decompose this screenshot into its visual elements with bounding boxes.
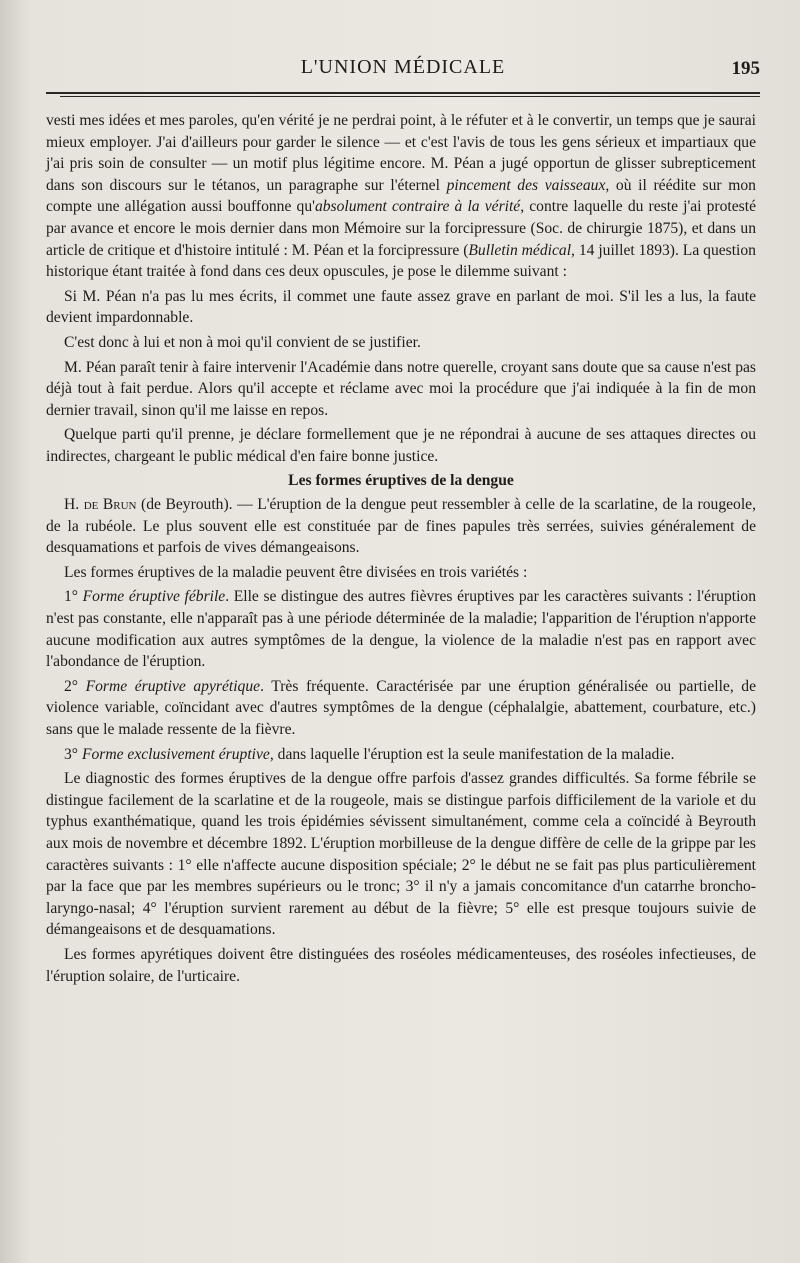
- text-span: C'est donc à lui et non à moi qu'il convient de se justifier.: [64, 333, 421, 351]
- text-span: vesti mes idées et mes paroles, qu'en vérité je ne perdrai point, à le réfuter et à le convertir, un temps que je saurai mieux employer. J'ai d'ailleurs pour garder le silence — et c'est l'avis de tous les gens sérieux et impartiaux que j'ai pris soin de consulter — un motif plus légitime encore. M. Péan a jugé opportun de glisser subrepticement dans son discours sur le tétanos, un paragraphe sur l'éternel: [46, 112, 756, 194]
- text-span: , dans laquelle l'éruption est la seule manifestation de la maladie.: [269, 745, 675, 763]
- italic-span: absolument contraire à la vérité: [314, 198, 521, 216]
- paragraph: [46, 768, 756, 941]
- header-rule: [46, 92, 760, 94]
- text-span: H.: [64, 496, 84, 514]
- paragraph: [46, 586, 756, 672]
- text-span: Les formes éruptives de la maladie peuvent être divisées en trois variétés :: [64, 563, 528, 581]
- italic-span: Forme exclusivement éruptive: [81, 745, 270, 763]
- text-span: . Très fréquente. Caractérisée par une éruption généralisée ou partielle, de violence variable, coïncidant avec d'autres symptômes de la dengue (céphalalgie, abattement, courbature, etc.) sans que le malade ressente de la fièvre.: [46, 677, 756, 739]
- paragraph: [46, 110, 756, 283]
- text-span: , où il réédite sur mon compte une allégation aussi bouffonne qu': [46, 176, 756, 216]
- paragraph: [46, 944, 756, 987]
- text-span: 2°: [64, 677, 86, 695]
- italic-span: pincement des vaisseaux: [446, 176, 606, 194]
- text-span: 3°: [64, 745, 82, 763]
- italic-span: Bulletin médical: [468, 241, 572, 259]
- text-span: (de Beyrouth). — L'éruption de la dengue peut ressembler à celle de la scarlatine, de la rougeole, de la rubéole. Le plus souvent elle est constituée par de fines papules très serrées, suivies généralement de desquamations et parfois de vives démangeaisons.: [46, 496, 756, 557]
- italic-span: Forme éruptive fébrile: [82, 588, 226, 606]
- paragraph: [46, 676, 756, 741]
- paragraph: [46, 424, 756, 467]
- text-span: 1°: [64, 588, 83, 606]
- text-span: , contre laquelle du reste j'ai protesté par avance et encore le mois dernier dans mon Mémoire sur la forcipressure (Soc. de chirurgie 1875), et dans un article de critique et d'histoire intitulé : M. Péan et la forcipressure (: [46, 198, 756, 259]
- text-span: Le diagnostic des formes éruptives de la dengue offre parfois d'assez grandes difficultés. Sa forme fébrile se distingue facilement de la scarlatine et de la rougeole, mais se distingue parfois difficilement de la variole et du typhus exanthématique, quand les trois épidémies sévissent simultanément, comme cela a coïncidé à Beyrouth aux mois de novembre et décembre 1892. L'éruption morbilleuse de la dengue diffère de celle de la grippe par les caractères suivants : 1° elle n'affecte aucune disposition spéciale; 2° le début ne se fait pas plus particulièrement par la face que par les membres supérieurs ou le tronc; 3° il n'y a jamais concomitance d'un catarrhe broncho-laryngo-nasal; 4° l'éruption survient rarement au début de la fièvre; 5° elle est presque toujours suivie de démangeaisons et de desquamations.: [46, 770, 756, 939]
- page-number: 195: [731, 58, 760, 79]
- text-span: Les formes apyrétiques doivent être distinguées des roséoles médicamenteuses, des roséoles infectieuses, de l'éruption solaire, de l'urticaire.: [46, 945, 756, 985]
- italic-span: Forme éruptive apyrétique: [85, 677, 261, 695]
- paragraph: [46, 562, 756, 584]
- section-title: Les formes éruptives de la dengue: [288, 471, 514, 489]
- paragraph: [46, 744, 756, 766]
- paragraph: [46, 494, 756, 559]
- header-rule-thin: [60, 96, 760, 97]
- text-span: Si M. Péan n'a pas lu mes écrits, il commet une faute assez grave en parlant de moi. S'il les a lus, la faute devient impardonnable.: [46, 287, 756, 327]
- paragraph: [46, 357, 756, 422]
- text-span: Quelque parti qu'il prenne, je déclare formellement que je ne répondrai à aucune de ses attaques directes ou indirectes, chargeant le public médical d'en faire bonne justice.: [46, 426, 756, 465]
- running-header: [46, 56, 760, 86]
- text-span: M. Péan paraît tenir à faire intervenir l'Académie dans notre querelle, croyant sans doute que sa cause n'est pas déjà tout à fait perdue. Alors qu'il accepte et réclame avec moi la procédure que j'ai indiquée à la fin de mon dernier travail, sinon qu'il me laisse en repos.: [46, 358, 756, 419]
- letter-text: [46, 110, 756, 468]
- dengue-text: [46, 494, 756, 987]
- text-span: de Brun: [83, 496, 137, 514]
- journal-title: L'UNION MÉDICALE: [300, 56, 506, 78]
- paragraph: [46, 286, 756, 329]
- text-span: , 14 juillet 1893). La question historique étant traitée à fond dans ces deux opuscules, je pose le dilemme suivant :: [46, 241, 756, 281]
- text-span: . Elle se distingue des autres fièvres éruptives par les caractères suivants : l'éruption n'est pas constante, elle n'apparaît pas à une période déterminée de la maladie; l'apparition de l'éruption n'apporte aucune modification aux autres symptômes de la dengue, la violence de la maladie n'est pas en rapport avec l'abondance de l'éruption.: [46, 588, 756, 671]
- paragraph: [46, 332, 756, 354]
- article-body: [46, 110, 756, 987]
